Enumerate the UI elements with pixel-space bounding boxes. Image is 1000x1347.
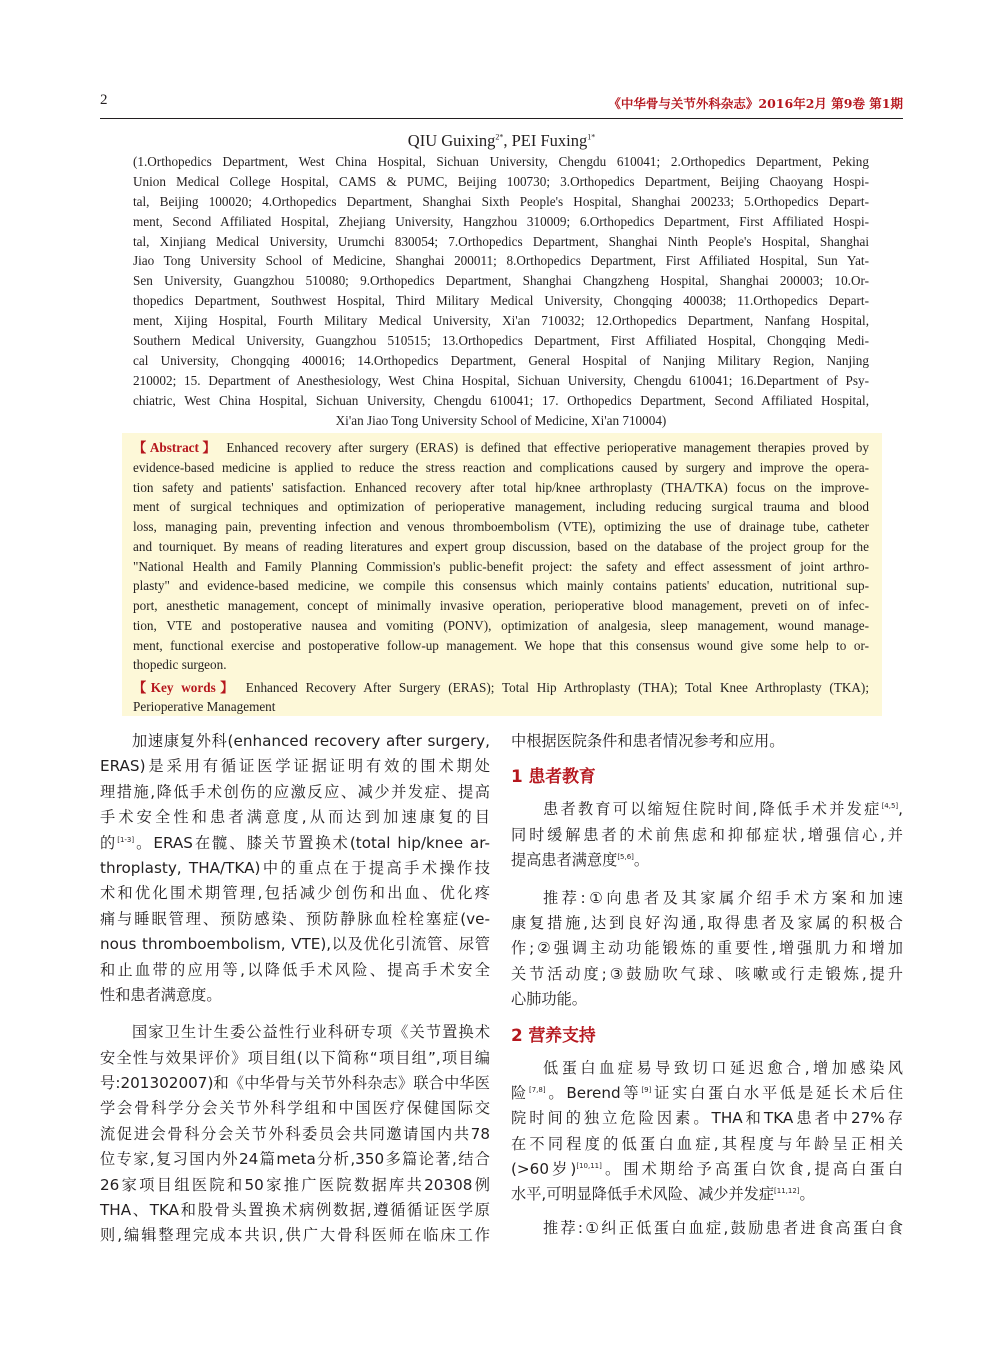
header-rule — [100, 118, 903, 119]
abstract-line: thopedic surgeon. — [133, 657, 227, 673]
citation-mark: [11,12] — [774, 1187, 800, 1196]
text-line: 院时间的独立危险因素。THA和TKA患者中27%存 — [511, 1109, 903, 1128]
author-line — [100, 131, 903, 151]
affiliation-line: thopedics Department, Southwest Hospital, Third Military Medical University, Chongqing 400038; 11.Orthopedics Depart- — [133, 293, 869, 309]
text-line: 的[1-3]。ERAS在髋、膝关节置换术(total hip/knee ar- — [100, 833, 490, 852]
paragraph-gap — [511, 1208, 903, 1216]
affiliation-line: ment, Xijing Hospital, Fourth Military Medical University, Xi'an 710032; 12.Orthopedics Department, Nanfang Hospital, — [133, 313, 869, 329]
abstract-box — [122, 433, 882, 716]
text-line: 安全性与效果评价》项目组(以下简称“项目组”,项目编 — [100, 1048, 490, 1067]
affiliation-line: cal University, Chongqing 400016; 14.Orthopedics Department, General Hospital of Nanjing Military Region, Nanjing — [133, 352, 869, 368]
text-line: 加速康复外科(enhanced recovery after surgery, — [132, 732, 490, 750]
text-line: 险[7,8]。Berend等[9]证实白蛋白水平低是延长术后住 — [511, 1083, 904, 1102]
text-line: 手术安全性和患者满意度,从而达到加速康复的目 — [100, 808, 490, 827]
text-line: 痛与睡眠管理、预防感染、预防静脉血栓栓塞症(ve- — [100, 909, 490, 928]
abstract-line: "National Health and Family Planning Commission's public-benefit project: the safety and effect assessment of joint arthro- — [133, 558, 869, 574]
text-line: 在不同程度的低蛋白血症,其程度与年龄呈正相关 — [511, 1134, 903, 1153]
affiliation-line: chiatric, West China Hospital, Sichuan University, Chengdu 610041; 17. Orthopedics Department, Second Affiliated Hospital, — [133, 392, 869, 408]
citation-mark: [7,8] — [528, 1085, 546, 1094]
keywords — [133, 678, 869, 716]
section-heading: 1 患者教育 — [511, 766, 596, 787]
text-line: 性和患者满意度。 — [100, 985, 222, 1004]
paragraph-gap — [511, 874, 903, 886]
text-line: 患者教育可以缩短住院时间,降低手术并发症[4,5], — [543, 800, 903, 819]
text-line: 和止血带的应用等,以降低手术风险、提高手术安全 — [100, 960, 490, 979]
affiliation-line: tal, Beijing 100020; 4.Orthopedics Department, Shanghai Sixth People's Hospital, Shanghai 200233; 5.Orthopedics Depart- — [133, 193, 869, 209]
affiliation-line: Jiao Tong University School of Medicine, Shanghai 200011; 8.Orthopedics Department, First Affiliated Hospital, Sun Yat- — [133, 253, 869, 269]
abstract-line: port, anesthetic management, concept of minimally invasive operation, perioperative blood management, preveti on of infec- — [133, 598, 869, 613]
citation-mark: [10,11] — [576, 1162, 602, 1171]
abstract-line: ment, functional exercise and postoperative follow-up management. We hope that this consensus wound give some help to or- — [133, 637, 869, 653]
text-line: 作;②强调主动功能锻炼的重要性,增强肌力和增加 — [511, 939, 903, 958]
affiliation-line: ment, Second Affiliated Hospital, Zhejiang University, Hangzhou 310009; 6.Orthopedics Department, First Affiliated Hospi- — [133, 213, 869, 229]
abstract-line: and tourniquet. By means of reading literatures and expert group discussion, based on the database of the project group for the — [133, 538, 869, 554]
text-line: 同时缓解患者的术前焦虑和抑郁症状,增强信心,并 — [511, 825, 903, 844]
affiliation-line: tal, Xinjiang Medical University, Urumchi 830054; 7.Orthopedics Department, Shanghai Ninth People's Hospital, Shanghai — [133, 233, 869, 249]
abstract-label: 【Abstract】 — [133, 440, 220, 455]
abstract-line: 【Abstract】 Enhanced recovery after surgery (ERAS) is defined that effective perioperative management therapies proved by — [133, 440, 869, 455]
text-line: 理措施,降低手术创伤的应激反应、减少并发症、提高 — [100, 782, 490, 801]
abstract-line: loss, managing pain, preventing infection and venous thromboembolism (VTE), optimizing the use of drainage tube, catheter — [133, 519, 869, 534]
citation-mark: [1-3] — [117, 835, 135, 844]
abstract-line: plasty" and evidence-based medicine, we compile this consensus which mainly contains patients' education, nutritional sup- — [133, 578, 869, 594]
keywords-line: 【Key words】 Enhanced Recovery After Surgery (ERAS); Total Hip Arthroplasty (THA); Total Knee Arthroplasty (TKA); — [133, 680, 869, 695]
text-line: 国家卫生计生委公益性行业科研专项《关节置换术 — [132, 1023, 490, 1042]
author-affiliation-mark: 2* — [495, 132, 504, 142]
author-name: PEI Fuxing — [511, 131, 588, 150]
text-line: 术和优化围术期管理,包括减少创伤和出血、优化疼 — [100, 884, 490, 903]
text-line: 低蛋白血症易导致切口延迟愈合,增加感染风 — [543, 1058, 903, 1077]
journal-citation: 《中华骨与关节外科杂志》2016年2月 第9卷 第1期 — [608, 96, 903, 111]
left-column — [100, 729, 490, 1249]
text-line: 水平,可明显降低手术风险、减少并发症[11,12]。 — [511, 1185, 815, 1204]
text-line: nous thromboembolism, VTE),以及优化引流管、尿管 — [100, 935, 490, 954]
citation-mark: [5,6] — [617, 853, 634, 862]
author-name: QIU Guixing — [407, 131, 496, 150]
page-header — [100, 92, 903, 114]
text-line: 则,编辑整理完成本共识,供广大骨科医师在临床工作 — [100, 1226, 490, 1245]
text-line: ERAS)是采用有循证医学证据证明有效的围术期处 — [100, 757, 490, 776]
text-line: (>60岁)[10,11]。围术期给予高蛋白饮食,提高白蛋白 — [511, 1160, 903, 1179]
section-heading: 2 营养支持 — [511, 1024, 596, 1045]
affiliation-line: Southern Medical University, Guangzhou 510515; 13.Orthopedics Department, First Affiliated Hospital, Chongqing Medi- — [133, 333, 869, 349]
abstract-line: tion, VTE and postoperative nausea and vomiting (PONV), optimization of analgesia, sleep management, wound manage- — [133, 617, 869, 633]
text-line: 流促进会骨科分会关节外科委员会共同邀请国内共78 — [100, 1124, 490, 1143]
abstract-line: ment of surgical techniques and optimization of perioperative management, including reducing surgical trauma and blood — [133, 499, 869, 515]
affiliation-line: Union Medical College Hospital, CAMS & PUMC, Beijing 100730; 3.Orthopedics Department, Beijing Chaoyang Hospi- — [133, 173, 869, 189]
text-line: 提高患者满意度[5,6]。 — [511, 851, 650, 870]
text-line: 推荐:①纠正低蛋白血症,鼓励患者进食高蛋白食 — [543, 1218, 903, 1237]
text-line: 学会骨科学分会关节外科学组和中国医疗保健国际交 — [100, 1099, 490, 1118]
text-line: 心肺功能。 — [511, 990, 587, 1009]
affiliations — [133, 152, 869, 430]
affiliation-line: (1.Orthopedics Department, West China Hospital, Sichuan University, Chengdu 610041; 2.Orthopedics Department, Peking — [133, 154, 869, 169]
abstract-line: evidence-based medicine is applied to reduce the stress reaction and complications caused by surgery and improve the opera- — [133, 459, 869, 475]
author-separator: , — [503, 131, 512, 150]
text-line: 中根据医院条件和患者情况参考和应用。 — [511, 732, 785, 750]
abstract-line: tion safety and patients' satisfaction. Enhanced recovery after total hip/knee arthroplasty (THA/TKA) focus on the improve- — [133, 479, 869, 495]
text-line: 26家项目组医院和50家推广医院数据库共20308例 — [100, 1175, 490, 1194]
text-line: throplasty, THA/TKA)中的重点在于提高手术操作技 — [100, 858, 490, 877]
citation-mark: [4,5] — [881, 802, 899, 811]
text-line: 关节活动度;③鼓励吹气球、咳嗽或行走锻炼,提升 — [511, 964, 903, 983]
text-line: 位专家,复习国内外24篇meta分析,350多篇论著,结合 — [100, 1150, 490, 1169]
keywords-label: 【Key words】 — [133, 680, 238, 695]
affiliation-line: 210002; 15. Department of Anesthesiology, West China Hospital, Sichuan University, Chengdu 610041; 16.Department of Psy- — [133, 372, 869, 388]
keywords-line: Perioperative Management — [133, 699, 276, 714]
text-line: 推荐:①向患者及其家属介绍手术方案和加速 — [543, 888, 903, 907]
paragraph-gap — [100, 1008, 490, 1020]
right-column — [511, 729, 903, 1241]
text-line: THA、TKA和股骨头置换术病例数据,遵循循证医学原 — [100, 1201, 490, 1220]
affiliation-line: Xi'an Jiao Tong University School of Medicine, Xi'an 710004) — [335, 412, 667, 428]
citation-mark: [9] — [641, 1085, 652, 1094]
text-line: 号:201302007)和《中华骨与关节外科杂志》联合中华医 — [100, 1074, 490, 1093]
page-number: 2 — [100, 92, 108, 108]
affiliation-line: Sen University, Guangzhou 510080; 9.Orthopedics Department, Shanghai Changzheng Hospital, Shanghai 200003; 10.Or- — [133, 273, 869, 289]
abstract — [133, 438, 869, 675]
author-affiliation-mark: 1* — [587, 132, 596, 142]
text-line: 康复措施,达到良好沟通,取得患者及家属的积极合 — [511, 913, 903, 932]
